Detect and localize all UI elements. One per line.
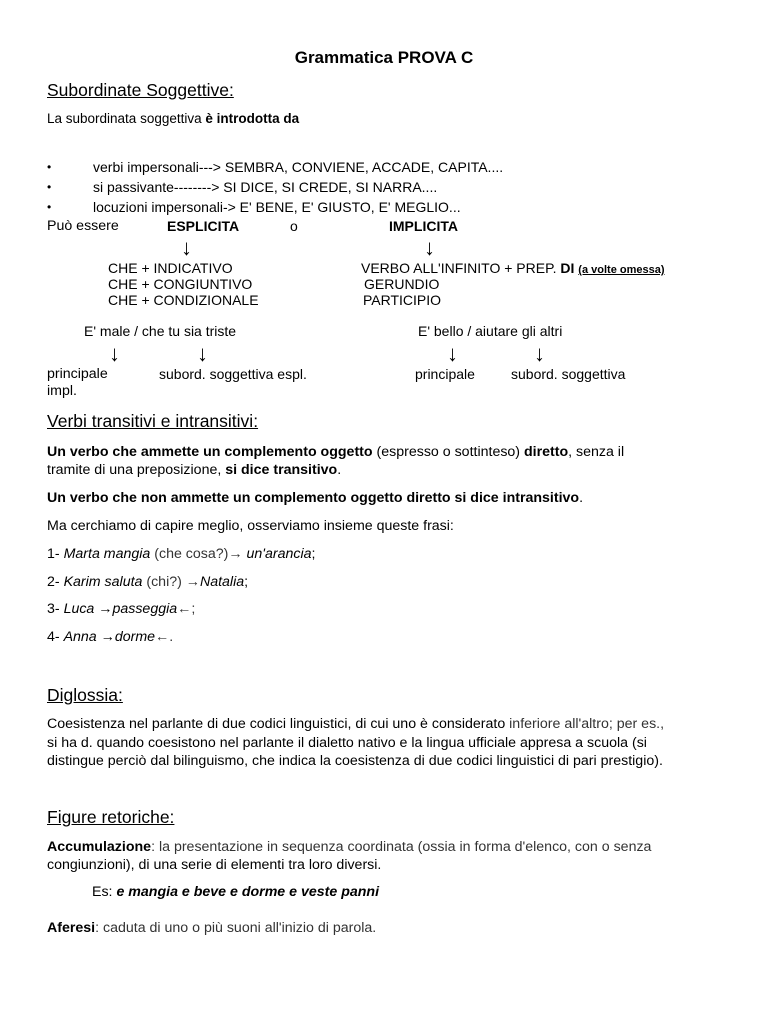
implicita-label: IMPLICITA <box>389 218 458 234</box>
bullet-item-1: verbi impersonali---> SEMBRA, CONVIENE, ACCADE, CAPITA.... <box>93 159 504 175</box>
heading-verbi-transitivi: Verbi transitivi e intransitivi: <box>47 411 259 431</box>
arrow-down-icon: ↓ <box>197 341 208 366</box>
example-esplicita: E' male / che tu sia triste <box>84 323 237 339</box>
example-3: 3- Luca →passeggia←; <box>47 601 196 617</box>
subord-label: subord. soggettiva <box>511 366 626 382</box>
esplicita-label: ESPLICITA <box>167 218 240 234</box>
arrow-down-icon: ↓ <box>424 235 435 260</box>
implicita-item-1: VERBO ALL'INFINITO + PREP. DI (a volte omessa) <box>361 260 665 276</box>
page-title: Grammatica PROVA C <box>294 48 474 67</box>
diglossia-line1: Coesistenza nel parlante di due codici linguistici, di cui uno è considerato inferiore all'altro; per es., <box>47 716 665 732</box>
bullet-2-icon: • <box>47 180 52 194</box>
principale-label-1: principale <box>47 366 108 382</box>
aferesi-line: Aferesi: caduta di uno o più suoni all'inizio di parola. <box>47 920 377 936</box>
o-label: o <box>290 218 298 234</box>
osserviamo-line: Ma cerchiamo di capire meglio, osserviamo insieme queste frasi: <box>47 518 454 534</box>
puo-essere-label: Può essere <box>47 218 119 234</box>
impl-label: impl. <box>47 383 77 399</box>
subord-espl-label: subord. soggettiva espl. <box>159 366 307 382</box>
heading-diglossia: Diglossia: <box>47 685 123 705</box>
example-4: 4- Anna →dorme←. <box>47 629 174 645</box>
accumulazione-example: Es: e mangia e beve e dorme e veste panni <box>92 884 380 900</box>
example-2: 2- Karim saluta (chi?) →Natalia; <box>47 574 249 590</box>
accumulazione-line1: Accumulazione: la presentazione in sequenza coordinata (ossia in forma d'elenco, con o senza <box>47 839 652 855</box>
implicita-item-3: PARTICIPIO <box>363 292 442 308</box>
accumulazione-line2: congiunzioni), di una serie di elementi tra loro diversi. <box>47 857 382 873</box>
transitivo-def-line1: Un verbo che ammette un complemento oggetto (espresso o sottinteso) diretto, senza il <box>47 444 625 460</box>
heading-subordinate-soggettive: Subordinate Soggettive: <box>47 80 234 100</box>
bullet-1-icon: • <box>47 160 52 174</box>
bullet-item-2: si passivante--------> SI DICE, SI CREDE, SI NARRA.... <box>93 179 438 195</box>
intransitivo-def: Un verbo che non ammette un complemento oggetto diretto si dice intransitivo. <box>47 490 584 506</box>
esplicita-item-3: CHE + CONDIZIONALE <box>108 292 259 308</box>
esplicita-item-1: CHE + INDICATIVO <box>108 260 233 276</box>
bullet-item-3: locuzioni impersonali-> E' BENE, E' GIUSTO, E' MEGLIO... <box>93 199 461 215</box>
principale-label-2: principale <box>415 366 475 382</box>
arrow-down-icon: ↓ <box>447 341 458 366</box>
heading-figure-retoriche: Figure retoriche: <box>47 807 175 827</box>
esplicita-item-2: CHE + CONGIUNTIVO <box>108 276 253 292</box>
implicita-item-2: GERUNDIO <box>364 276 440 292</box>
diglossia-line2: si ha d. quando coesistono nel parlante il dialetto nativo e la lingua ufficiale appresa a scuola (si <box>47 735 647 751</box>
example-implicita: E' bello / aiutare gli altri <box>418 323 563 339</box>
intro-line: La subordinata soggettiva è introdotta da <box>47 111 300 126</box>
arrow-down-icon: ↓ <box>534 341 545 366</box>
arrow-down-icon: ↓ <box>109 341 120 366</box>
transitivo-def-line2: tramite di una preposizione, si dice transitivo. <box>47 462 342 478</box>
bullet-3-icon: • <box>47 200 52 214</box>
diglossia-line3: distingue perciò dal bilinguismo, che indica la coesistenza di due codici linguistici di pari prestigio). <box>47 753 663 769</box>
arrow-down-icon: ↓ <box>181 235 192 260</box>
example-1: 1- Marta mangia (che cosa?)→ un'arancia; <box>47 546 316 562</box>
